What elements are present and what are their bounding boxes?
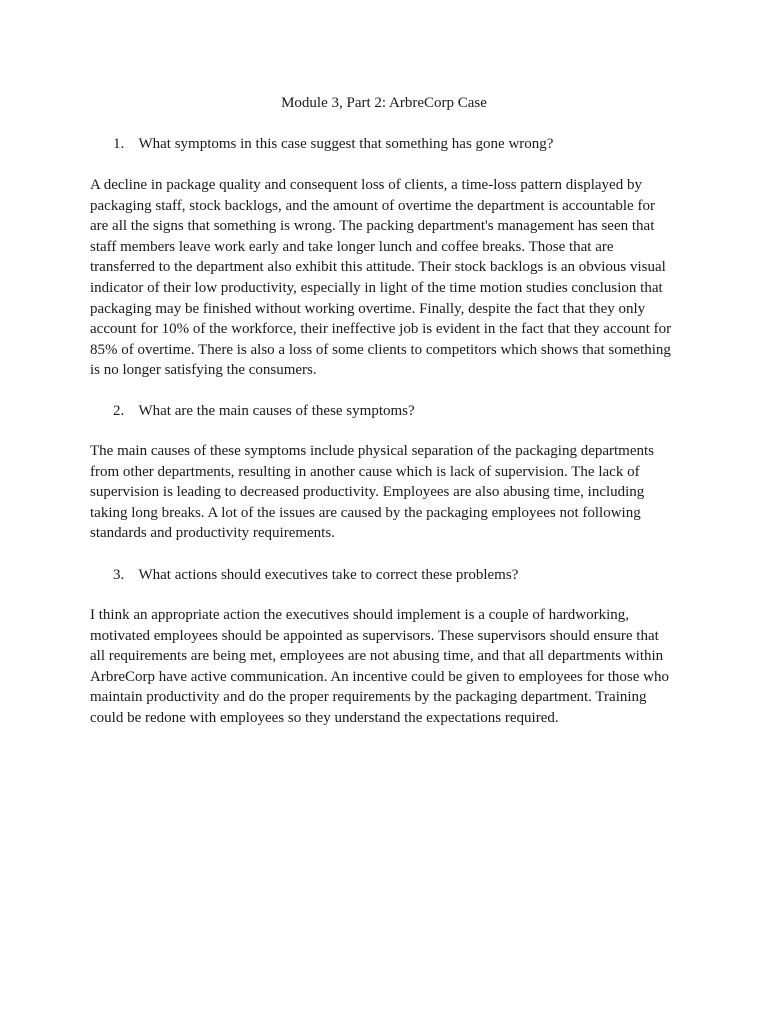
question-text: What are the main causes of these symptoms? [138,403,415,419]
question-text: What symptoms in this case suggest that something has gone wrong? [138,136,554,152]
question-number: 1. [113,136,125,152]
document-title: Module 3, Part 2: ArbreCorp Case [281,95,487,111]
question-3 [113,565,518,585]
answer-line: supervision is leading to decreased productivity. Employees are also abusing time, including [90,484,645,501]
answer-line: maintain productivity and do the proper requirements by the packaging department. Training [90,689,647,706]
answer-line: taking long breaks. A lot of the issues are caused by the packaging employees not following [90,504,641,521]
answer-line: indicator of their low productivity, especially in light of the time motion studies conclusion that [90,279,663,296]
question-number: 3. [113,567,125,583]
answer-line: is no longer satisfying the consumers. [90,362,317,379]
answer-line: motivated employees should be appointed as supervisors. These supervisors should ensure that [90,627,659,644]
answer-1 [90,175,690,381]
answer-line: account for 10% of the workforce, their ineffective job is evident in the fact that they account for [90,321,672,338]
answer-line: all requirements are being met, employees are not abusing time, and that all departments within [90,648,664,665]
answer-line: The main causes of these symptoms include physical separation of the packaging departments [90,443,655,459]
question-1 [113,134,553,154]
answer-line: packaging may be finished without working overtime. Finally, despite the fact that they only [90,300,646,317]
answer-line: could be redone with employees so they understand the expectations required. [90,709,559,726]
question-number: 2. [113,403,125,419]
question-text: What actions should executives take to correct these problems? [138,567,519,583]
answer-3 [90,605,690,729]
answer-line: A decline in package quality and consequent loss of clients, a time-loss pattern displayed by [90,177,642,193]
answer-line: transferred to the department also exhibit this attitude. Their stock backlogs is an obvious visual [90,259,666,276]
answer-line: ArbreCorp have active communication. An incentive could be given to employees for those who [90,668,670,685]
answer-line: are all the signs that something is wrong. The packing department's management has seen that [90,218,655,235]
answer-line: standards and productivity requirements. [90,525,335,542]
answer-2 [90,441,690,544]
answer-line: 85% of overtime. There is also a loss of some clients to competitors which shows that something [90,341,671,358]
answer-line: staff members leave work early and take longer lunch and coffee breaks. Those that are [90,238,614,255]
answer-line: I think an appropriate action the executives should implement is a couple of hardworking, [90,607,630,623]
answer-line: from other departments, resulting in another cause which is lack of supervision. The lack of [90,463,640,480]
question-2 [113,401,415,421]
answer-line: packaging staff, stock backlogs, and the amount of overtime the department is accountable for [90,197,655,214]
